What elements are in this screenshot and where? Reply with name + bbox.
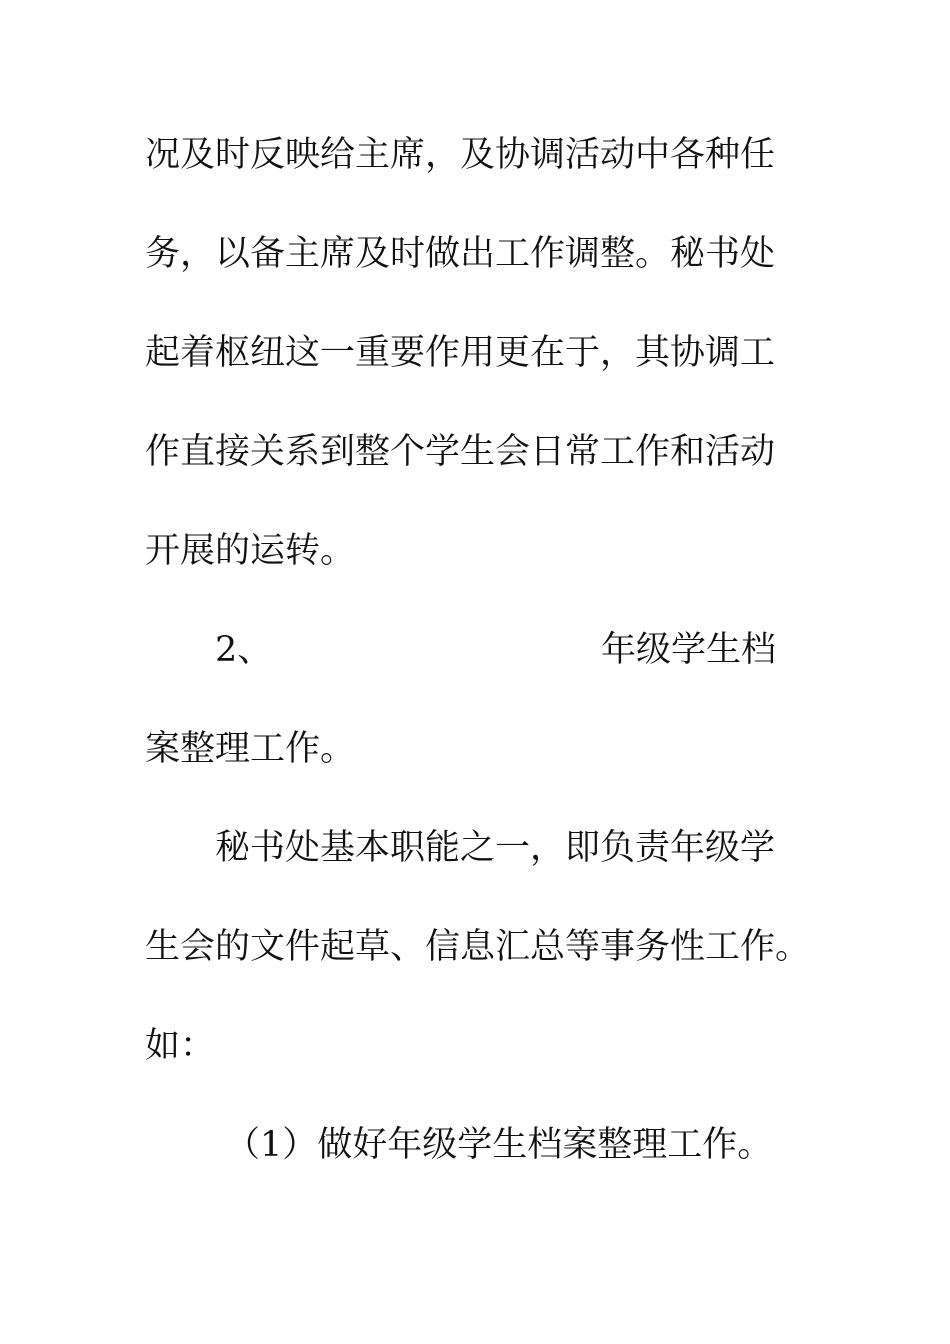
paragraph-line: 开展的运转。 — [145, 531, 356, 571]
section-heading-continuation: 案整理工作。 — [145, 729, 356, 769]
paragraph-line: 生会的文件起草、信息汇总等事务性工作。 — [145, 927, 811, 967]
paragraph-line: 作直接关系到整个学生会日常工作和活动 — [145, 432, 776, 472]
section-number: 2、 — [215, 630, 273, 670]
paragraph-line: 秘书处基本职能之一，即负责年级学 — [215, 828, 776, 868]
paragraph-line: 起着枢纽这一重要作用更在于，其协调工 — [145, 333, 776, 373]
sub-item: （1）做好年级学生档案整理工作。 — [225, 1125, 773, 1165]
paragraph-line: 如： — [145, 1026, 216, 1066]
section-heading: 年级学生档 — [601, 630, 777, 670]
paragraph-line: 况及时反映给主席，及协调活动中各种任 — [145, 135, 776, 175]
paragraph-line: 务，以备主席及时做出工作调整。秘书处 — [145, 234, 776, 274]
